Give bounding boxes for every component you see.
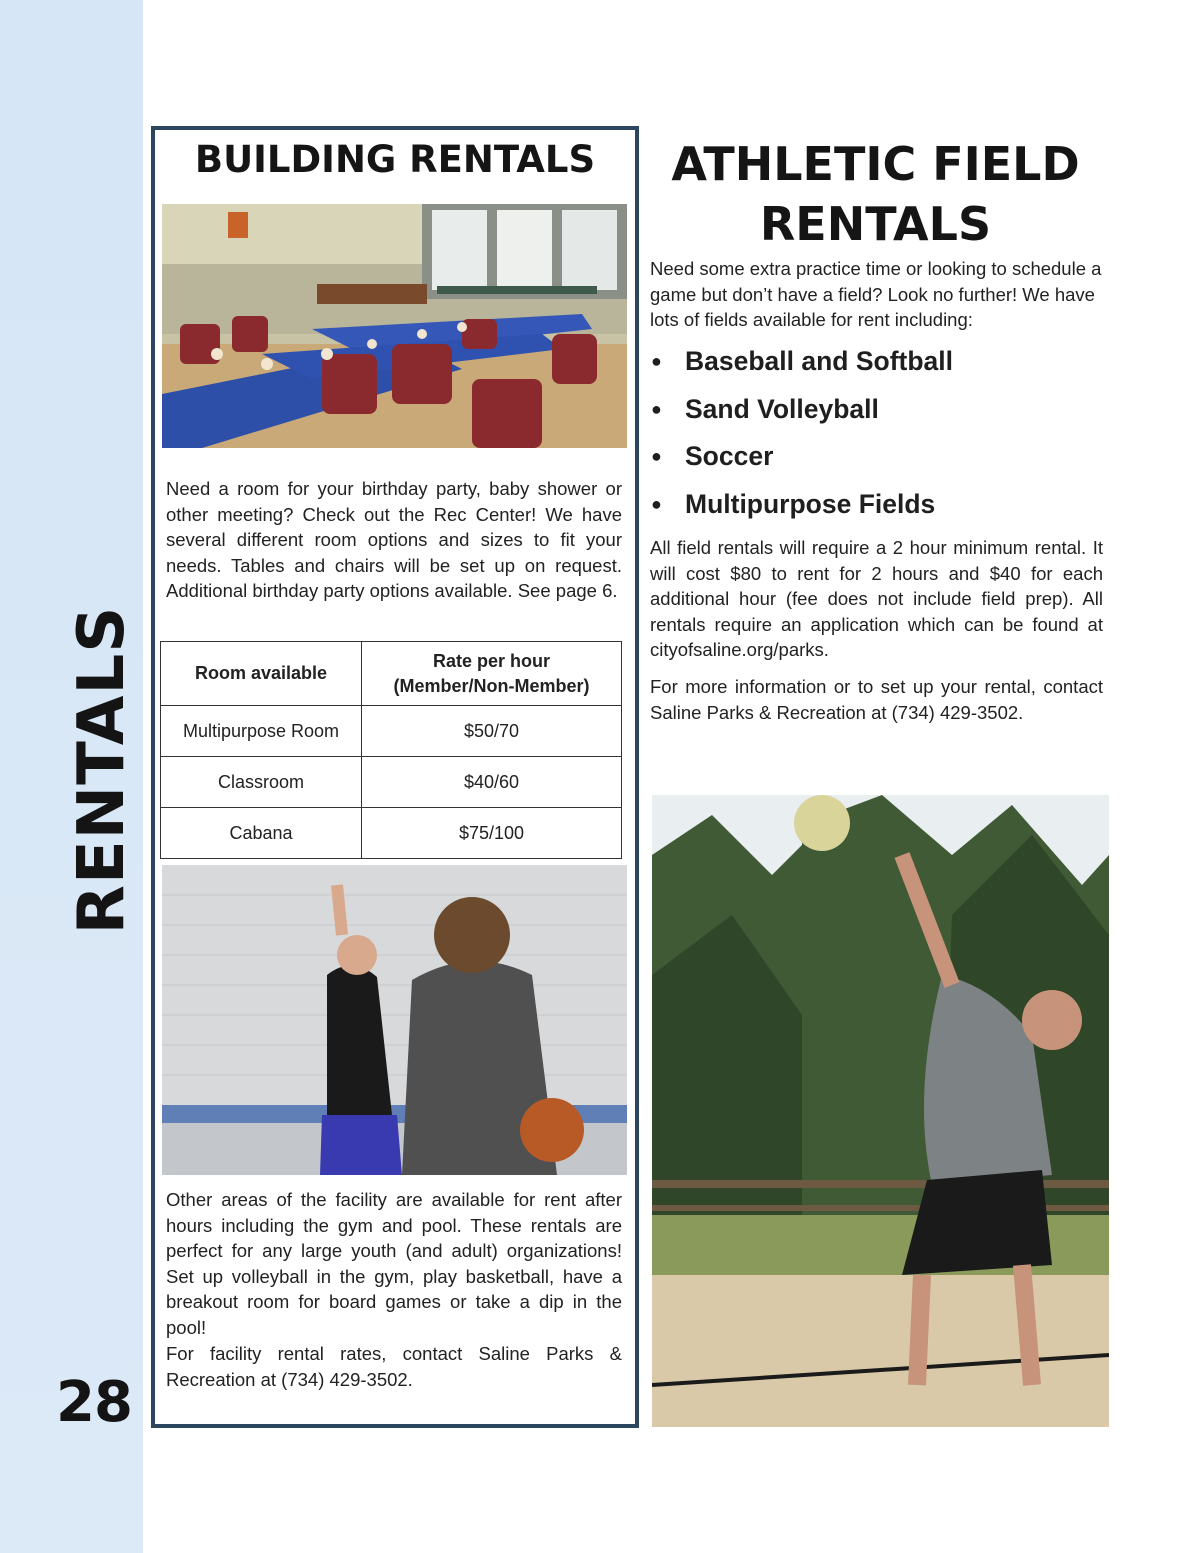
field-name: Multipurpose Fields: [685, 488, 936, 519]
room-name: Classroom: [161, 757, 362, 808]
bullet-icon: ●: [651, 493, 662, 514]
field-name: Baseball and Softball: [685, 346, 954, 376]
volleyball-photo: [652, 795, 1109, 1427]
page-number: 28: [56, 1370, 132, 1435]
building-intro-text: Need a room for your birthday party, baby shower or other meeting? Check out the Rec Center! We have several different room options and sizes to fit your needs. Tables and chairs will be set up on request. Additional birthday party options available. See page 6.: [166, 478, 622, 601]
section-label: [62, 605, 142, 935]
room-rate: $50/70: [362, 706, 622, 757]
field-contact-text: For more information or to set up your rental, contact Saline Parks & Recreation at (734) 429-3502.: [650, 676, 1103, 723]
room-rates-table: [160, 641, 622, 859]
field-rental-info-text: All field rentals will require a 2 hour minimum rental. It will cost $80 to rent for 2 hours and $40 for each additional hour (fee does not include field prep). All rentals require an application which can be found at cityofsaline.org/parks.: [650, 537, 1103, 660]
title-line-2: RENTALS: [759, 197, 992, 251]
header-room: Room available: [161, 642, 362, 706]
section-label-text: RENTALS: [65, 605, 139, 935]
title-line-1: ATHLETIC FIELD: [671, 137, 1080, 191]
table-row: [161, 757, 622, 808]
room-name: Cabana: [161, 808, 362, 859]
header-rate: [362, 642, 622, 706]
list-item: [650, 434, 1110, 482]
other-areas-text: Other areas of the facility are available for rent after hours including the gym and pool. These rentals are perfect for any large youth (and adult) organizations! Set up volleyball in the gym, play basketball, have a breakout room for board games or take a dip in the pool!: [166, 1189, 622, 1338]
table-header-row: [161, 642, 622, 706]
building-rentals-box: [151, 126, 639, 1428]
list-item: [650, 387, 1110, 435]
bullet-icon: ●: [651, 351, 662, 371]
room-name: Multipurpose Room: [161, 706, 362, 757]
party-room-photo: [162, 204, 627, 448]
header-rate-text: Rate per hour (Member/Non-Member): [393, 650, 590, 696]
basketball-photo: [162, 865, 627, 1175]
athletic-intro-text: Need some extra practice time or looking to schedule a game but don’t have a field? Look no further! We have lots of fields available for rent including:: [650, 258, 1102, 330]
bullet-icon: ●: [651, 398, 662, 419]
room-rate: $40/60: [362, 757, 622, 808]
room-rate: $75/100: [362, 808, 622, 859]
table-row: [161, 706, 622, 757]
facility-contact-text: For facility rental rates, contact Saline Parks & Recreation at (734) 429-3502.: [166, 1343, 622, 1390]
building-rentals-title: BUILDING RENTALS: [194, 138, 596, 181]
field-list: [650, 339, 1110, 529]
athletic-field-rentals-title: [648, 134, 1103, 254]
bullet-icon: ●: [651, 446, 662, 466]
table-row: [161, 808, 622, 859]
list-item: [650, 339, 1110, 387]
list-item: [650, 482, 1110, 530]
field-name: Sand Volleyball: [685, 393, 879, 424]
field-name: Soccer: [685, 441, 774, 471]
